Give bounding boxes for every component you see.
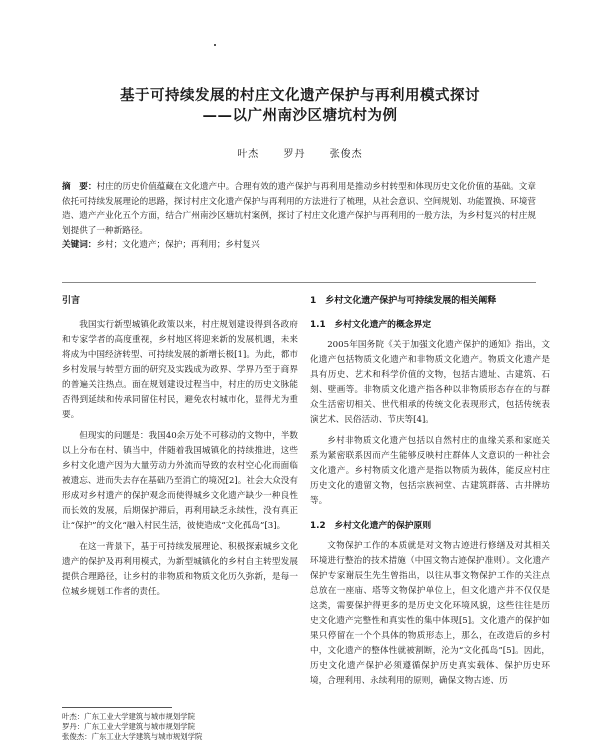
body-paragraph: 乡村非物质文化遗产包括以自然村庄的血缘关系和家庭关系为紧密联系因而产生能够反映村庄群体人文意识的一种社会文化遗产。乡村物质文化遗产是指以物质为载体，能反应村庄历史文化的遗留文物，包括宗族祠堂、古建筑群落、古井牌坊等。 (310, 436, 550, 506)
author-name: 罗丹 (283, 149, 306, 160)
author-name: 张俊杰 (329, 149, 363, 160)
keywords-label: 关键词： (62, 240, 97, 251)
right-column (310, 294, 550, 689)
body-paragraph: 但现实的问题是：我国40余万处不可移动的文物中，半数以上分布在村、镇当中，伴随着我国城镇化的持续推进，这些乡村文化遗产因为大量劳动力外流而导致的农村空心化而面临被遗忘、进而失去存在基础乃至消亡的境况[2]。社会大众没有形成对乡村遗产的保护观念而使得城乡文化遗产缺少一种良性而长效的发展，后期保护滞后，再利用缺乏永续性，没有真正让“保护”的文化“融入村民生活，彼使造成“文化孤岛”[3]。 (62, 431, 298, 531)
abstract-label: 摘 要： (62, 182, 97, 192)
footnote-divider (62, 707, 172, 708)
abstract-paragraph (62, 180, 536, 238)
author-list (40, 145, 560, 160)
author-name: 叶杰 (237, 149, 260, 160)
divider (62, 282, 536, 283)
body-paragraph: 2005年国务院《关于加强文化遗产保护的通知》指出，文化遗产包括物质文化遗产和非物质文化遗产。物质文化遗产是具有历史、艺术和科学价值的文物，包括古遗址、古建筑、石刻、壁画等。非物质文化遗产指各种以非物质形态存在的与群众生活密切相关、世代相承的传统文化表现形式，包括传统表演艺术、民俗活动、节庆等[4]。 (310, 340, 550, 425)
keywords-text: 乡村；文化遗产；保护；再利用；乡村复兴 (96, 240, 260, 251)
subsection-heading-1-2: 1.2 乡村文化遗产的保护原则 (310, 521, 432, 531)
keywords-line (62, 238, 536, 253)
body-paragraph: 我国实行新型城镇化政策以来，村庄规划建设得到各政府和专家学者的高度重视，乡村地区将迎来新的发展机遇，未来将成为中国经济转型、可持续发展的新增长极[1]。为此，都市乡村发展与转型方面的研究及实践成为政界、学界乃至于商界的普遍关注热点。面在规划建设过程当中，村庄的历史文脉能否得到延续和传承同留住村民，避免农村城市化，显得尤为重要。 (62, 320, 298, 420)
paper-title (40, 86, 560, 126)
footnote: 罗丹：广东工业大学建筑与城市规划学院 (62, 722, 196, 731)
subsection-heading-1-1: 1.1 乡村文化遗产的概念界定 (310, 320, 432, 330)
left-column (62, 294, 298, 600)
section-heading-intro: 引言 (62, 296, 81, 306)
abstract-text: 村庄的历史价值蕴藏在文化遗产中。合理有效的遗产保护与再利用是推动乡村转型和体现历史文化价值的基础。文章依托可持续发展理论的思路，探讨村庄文化遗产保护与再利用的方法进行了梳理，从社会意识、空间规划、功能置换、环境营造、遗产产业化五个方面，结合广州南沙区塘坑村案例，探讨了村庄文化遗产保护与再利用的一般方法，为乡村复兴的村庄规划提供了一种新路径。 (62, 182, 536, 236)
title-line-2: ——以广州南沙区塘坑村为例 (202, 108, 398, 124)
body-paragraph: 在这一背景下，基于可持续发展理论、积极探索城乡文化遗产的保护及再利用模式，为新型城镇化的乡村自主转型发展提供合理路径，让乡村的非物质和物质文化历久弥新，是每一位城乡规划工作者的责任。 (62, 542, 298, 597)
body-paragraph: 文物保护工作的本质就是对文物古迹进行修缮及对其相关环境进行整治的技术措施（中国文物古迹保护准则）。文化遗产保护专家谢辰生先生曾指出，以往从事文物保护工作的关注点总放在一座庙、塔等文物保护单位上，但文化遗产并不仅仅是这类，需要保护得更多的是历史文化环境风貌，这些往往是历史文化遗产完整性和真实性的集中体现[5]。文化遗产的保护如果只停留在一个个具体的物质形态上，那么，在改造后的乡村中，文化遗产的整体性就被割断，沦为“文化孤岛”[5]。因此，历史文化遗产保护必须遵循保护历史真实载体、保护历史环境，合理利用、永续利用的原则，确保文物古迹、历 (310, 541, 550, 686)
footnotes (62, 712, 302, 742)
footnote: 张俊杰：广东工业大学建筑与城市规划学院 (62, 732, 203, 741)
page-mark (214, 44, 216, 46)
title-line-1: 基于可持续发展的村庄文化遗产保护与再利用模式探讨 (120, 88, 480, 104)
abstract-block (62, 180, 536, 253)
footnote: 叶杰：广东工业大学建筑与城市规划学院 (62, 712, 196, 721)
section-heading-1: 1 乡村文化遗产保护与可持续发展的相关阐释 (310, 296, 497, 306)
